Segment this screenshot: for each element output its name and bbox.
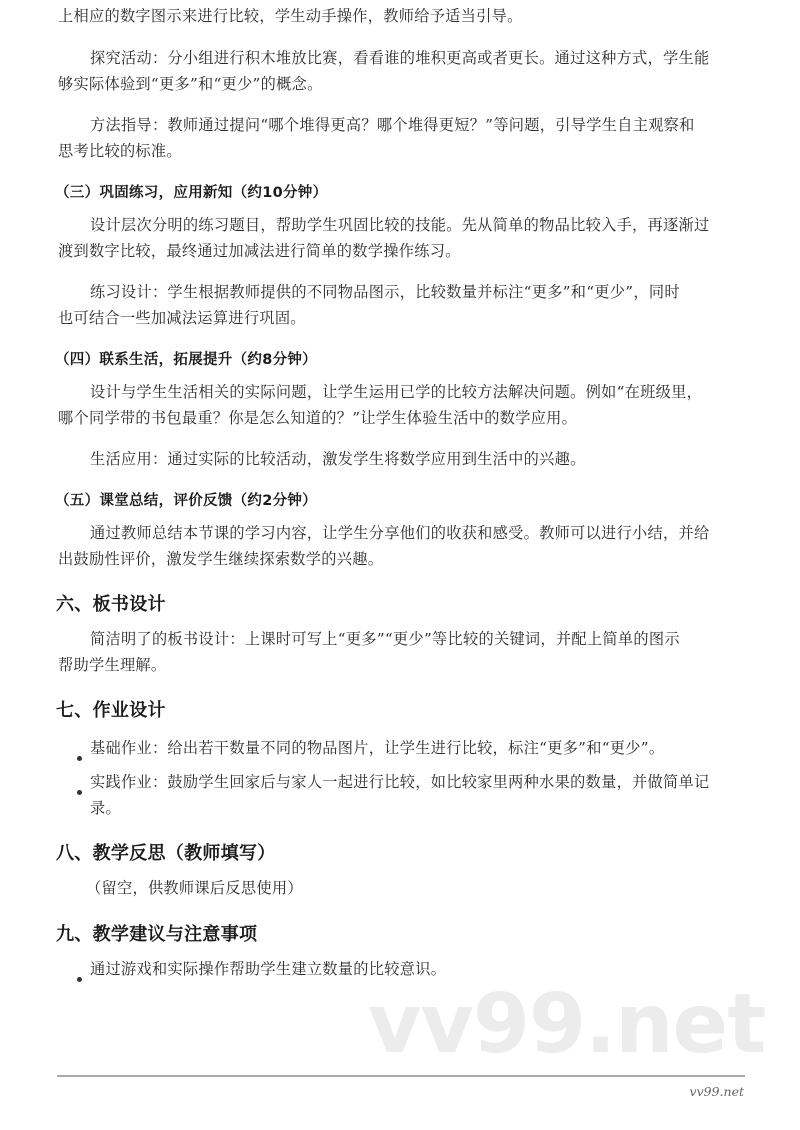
method-paragraph-line1: 方法指导：教师通过提问“哪个堆得更高？哪个堆得更短？”等问题，引导学生自主观察和 (90, 116, 695, 134)
step3-paragraph2-line2: 也可结合一些加减法运算进行巩固。 (58, 309, 306, 327)
watermark: vv99.net (368, 977, 766, 1072)
step3-paragraph2-line1: 练习设计：学生根据教师提供的不同物品图示，比较数量并标注“更多”和“更少”，同时 (90, 283, 680, 301)
homework-basic-item: 基础作业：给出若干数量不同的物品图片，让学生进行比较，标注“更多”和“更少”。 (90, 739, 665, 757)
footer-site: vv99.net (689, 1084, 744, 1099)
section7-heading: 七、作业设计 (56, 700, 166, 721)
footer-divider (57, 1075, 745, 1077)
bullet-icon (77, 756, 82, 761)
step5-heading: （五）课堂总结，评价反馈（约2分钟） (55, 493, 317, 509)
suggestion-item: 通过游戏和实际操作帮助学生建立数量的比较意识。 (90, 960, 447, 978)
explore-paragraph-line1: 探究活动：分小组进行积木堆放比赛，看看谁的堆积更高或者更长。通过这种方式，学生能 (90, 49, 710, 67)
step4-heading: （四）联系生活，拓展提升（约8分钟） (55, 352, 317, 368)
step3-paragraph1-line2: 渡到数字比较，最终通过加减法进行简单的数学操作练习。 (58, 242, 461, 260)
homework-practice-item-line2: 录。 (90, 799, 121, 817)
step5-paragraph-line2: 出鼓励性评价，激发学生继续探索数学的兴趣。 (58, 550, 384, 568)
homework-practice-item-line1: 实践作业：鼓励学生回家后与家人一起进行比较，如比较家里两种水果的数量，并做简单记 (90, 773, 710, 791)
bullet-icon (77, 977, 82, 982)
bullet-icon (77, 790, 82, 795)
intro-line: 上相应的数字图示来进行比较，学生动手操作，教师给予适当引导。 (58, 7, 523, 25)
section6-paragraph-line2: 帮助学生理解。 (58, 656, 167, 674)
section9-heading: 九、教学建议与注意事项 (56, 924, 258, 945)
section6-heading: 六、板书设计 (56, 594, 166, 615)
section8-heading: 八、教学反思（教师填写） (56, 843, 276, 864)
step4-paragraph2: 生活应用：通过实际的比较活动，激发学生将数学应用到生活中的兴趣。 (90, 450, 586, 468)
explore-paragraph-line2: 够实际体验到“更多”和“更少”的概念。 (58, 75, 323, 93)
reflection-note: （留空，供教师课后反思使用） (86, 879, 303, 897)
section6-paragraph-line1: 简洁明了的板书设计：上课时可写上“更多”“更少”等比较的关键词，并配上简单的图示 (90, 630, 680, 648)
step4-paragraph1-line1: 设计与学生生活相关的实际问题，让学生运用已学的比较方法解决问题。例如“在班级里， (90, 383, 703, 401)
step5-paragraph-line1: 通过教师总结本节课的学习内容，让学生分享他们的收获和感受。教师可以进行小结，并给 (90, 524, 710, 542)
step3-heading: （三）巩固练习，应用新知（约10分钟） (55, 185, 328, 201)
method-paragraph-line2: 思考比较的标准。 (58, 142, 182, 160)
step4-paragraph1-line2: 哪个同学带的书包最重？你是怎么知道的？”让学生体验生活中的数学应用。 (58, 409, 578, 427)
step3-paragraph1-line1: 设计层次分明的练习题目，帮助学生巩固比较的技能。先从简单的物品比较入手，再逐渐过 (90, 216, 710, 234)
